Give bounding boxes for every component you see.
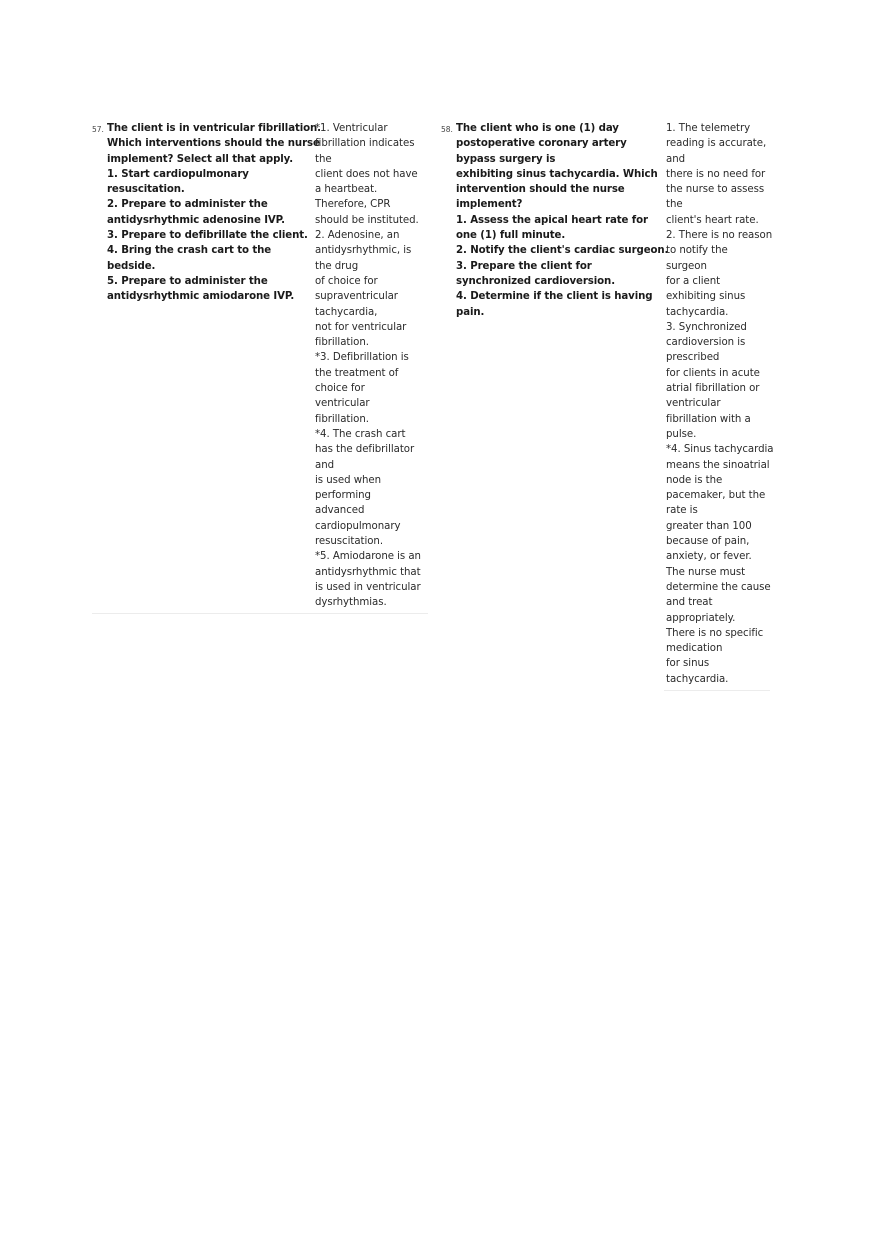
text-line: bypass surgery is	[456, 153, 556, 165]
text-line: 3. Synchronized	[666, 321, 747, 333]
text-line: means the sinoatrial	[666, 459, 770, 471]
text-line: ventricular	[666, 398, 721, 410]
text-line: 3. Prepare to defibrillate the client.	[107, 230, 308, 242]
text-line: because of pain,	[666, 536, 750, 548]
question-lines	[107, 121, 321, 305]
text-line: resuscitation.	[107, 184, 185, 196]
text-line: is used in ventricular	[315, 581, 421, 593]
question-number: 58.	[441, 125, 453, 134]
text-line: supraventricular	[315, 291, 398, 303]
answer-rationale-57	[315, 121, 428, 611]
question-text-57	[92, 121, 321, 305]
text-line: resuscitation.	[315, 536, 384, 548]
text-line: client's heart rate.	[666, 214, 759, 226]
text-line: 1. Start cardiopulmonary	[107, 168, 249, 180]
text-line: is used when	[315, 474, 382, 486]
text-line: fibrillation with a	[666, 413, 751, 425]
question-number: 57.	[92, 125, 104, 134]
text-line: node is the	[666, 474, 723, 486]
text-line: there is no need for	[666, 168, 766, 180]
text-line: antidysrhythmic amiodarone IVP.	[107, 291, 295, 303]
text-line: 5. Prepare to administer the	[107, 275, 268, 287]
text-line: bedside.	[107, 260, 156, 272]
text-line: a heartbeat.	[315, 184, 378, 196]
text-line: exhibiting sinus	[666, 291, 746, 303]
text-line: synchronized cardioversion.	[456, 275, 615, 287]
text-line: to notify the	[666, 245, 728, 257]
text-line: the treatment of	[315, 367, 399, 379]
text-line: prescribed	[666, 352, 720, 364]
text-line: client does not have	[315, 168, 418, 180]
text-line: and	[666, 153, 686, 165]
text-line: The client who is one (1) day	[456, 123, 619, 134]
text-line: fibrillation.	[315, 413, 369, 425]
text-line: has the defibrillator	[315, 444, 415, 456]
text-line: 3. Prepare the client for	[456, 260, 592, 272]
text-line: greater than 100	[666, 520, 752, 532]
text-line: atrial fibrillation or	[666, 383, 760, 395]
text-line: *4. Sinus tachycardia	[666, 444, 774, 456]
text-line: fibrillation.	[315, 337, 369, 349]
text-line: the	[315, 153, 332, 165]
text-line: not for ventricular	[315, 321, 407, 333]
text-line: for clients in acute	[666, 367, 760, 379]
text-line: exhibiting sinus tachycardia. Which	[456, 168, 658, 180]
text-line: for a client	[666, 275, 721, 287]
text-line: reading is accurate,	[666, 138, 767, 150]
text-line: *4. The crash cart	[315, 428, 406, 440]
text-line: tachycardia.	[666, 673, 729, 685]
text-line: surgeon	[666, 260, 707, 272]
text-line: postoperative coronary artery	[456, 138, 627, 150]
text-line: the nurse to assess	[666, 184, 765, 196]
text-line: ventricular	[315, 398, 370, 410]
text-line: choice for	[315, 383, 365, 395]
text-line: implement?	[456, 199, 523, 211]
text-line: pain.	[456, 306, 485, 318]
text-line: pacemaker, but the	[666, 490, 766, 502]
text-line: medication	[666, 643, 723, 655]
text-line: the	[666, 199, 683, 211]
text-line: rate is	[666, 505, 698, 517]
text-line: determine the cause	[666, 581, 771, 593]
text-line: The client is in ventricular fibrillation.	[107, 123, 321, 134]
text-line: and treat	[666, 597, 713, 609]
table-bottom-rule	[664, 690, 770, 691]
text-line: fibrillation indicates	[315, 138, 415, 150]
text-line: dysrhythmias.	[315, 597, 387, 609]
text-line: The nurse must	[666, 566, 746, 578]
text-line: 2. There is no reason	[666, 230, 773, 242]
answer-rationale-58	[666, 121, 774, 687]
text-line: 2. Prepare to administer the	[107, 199, 268, 211]
text-line: Therefore, CPR	[315, 199, 391, 211]
text-line: There is no specific	[666, 627, 764, 639]
text-line: pulse.	[666, 428, 697, 440]
text-line: appropriately.	[666, 612, 736, 624]
text-line: antidysrhythmic that	[315, 566, 421, 578]
text-line: tachycardia.	[666, 306, 729, 318]
text-line: intervention should the nurse	[456, 184, 625, 196]
text-line: should be instituted.	[315, 214, 419, 226]
table-bottom-rule	[92, 613, 428, 614]
text-line: *3. Defibrillation is	[315, 352, 409, 364]
text-line: 2. Notify the client's cardiac surgeon.	[456, 245, 669, 257]
text-line: and	[315, 459, 335, 471]
text-line: 4. Determine if the client is having	[456, 291, 653, 303]
text-line: tachycardia,	[315, 306, 378, 318]
text-line: for sinus	[666, 658, 710, 670]
text-line: *5. Amiodarone is an	[315, 551, 421, 563]
text-line: 2. Adenosine, an	[315, 230, 400, 242]
text-line: one (1) full minute.	[456, 230, 566, 242]
text-line: implement? Select all that apply.	[107, 153, 294, 165]
text-line: 1. The telemetry	[666, 123, 751, 134]
text-line: 1. Assess the apical heart rate for	[456, 214, 648, 226]
question-lines	[456, 121, 669, 320]
text-line: Which interventions should the nurse	[107, 138, 320, 150]
question-text-58	[441, 121, 669, 320]
text-line: antidysrhythmic adenosine IVP.	[107, 214, 285, 226]
text-line: anxiety, or fever.	[666, 551, 752, 563]
text-line: cardiopulmonary	[315, 520, 401, 532]
text-line: advanced	[315, 505, 365, 517]
text-line: antidysrhythmic, is	[315, 245, 412, 257]
text-line: cardioversion is	[666, 337, 746, 349]
text-line: *1. Ventricular	[315, 123, 388, 134]
text-line: 4. Bring the crash cart to the	[107, 245, 272, 257]
text-line: performing	[315, 490, 371, 502]
text-line: the drug	[315, 260, 359, 272]
text-line: of choice for	[315, 275, 378, 287]
